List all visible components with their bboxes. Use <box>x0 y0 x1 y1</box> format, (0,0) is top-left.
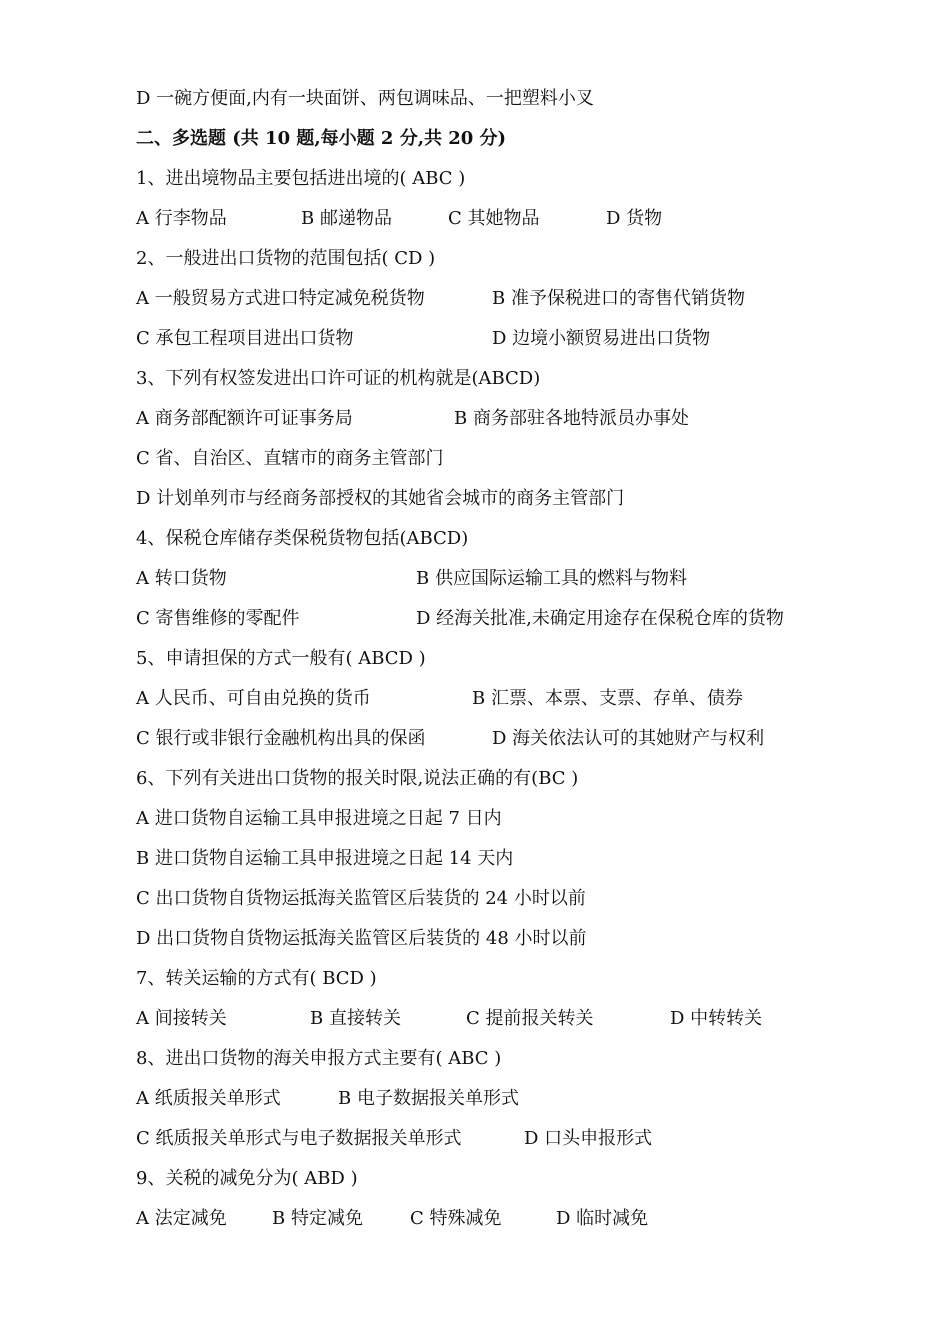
option-d: D 海关依法认可的其她财产与权利 <box>492 728 765 749</box>
option-d: D 临时减免 <box>556 1208 649 1229</box>
option-b: B 特定减免 <box>272 1208 363 1229</box>
option-b: B 电子数据报关单形式 <box>338 1088 519 1109</box>
option-b: B 汇票、本票、支票、存单、债券 <box>472 688 743 709</box>
question-2: 2、一般进出口货物的范围包括( CD ) <box>136 248 436 269</box>
option-d: D 中转转关 <box>670 1008 763 1029</box>
question-6-option-c: C 出口货物自货物运抵海关监管区后装货的 24 小时以前 <box>136 888 586 909</box>
question-3-options-row1 <box>136 405 836 433</box>
option-c: C 提前报关转关 <box>466 1008 594 1029</box>
option-b: B 供应国际运输工具的燃料与物料 <box>416 568 687 589</box>
option-c: C 其她物品 <box>448 208 540 229</box>
question-9-options <box>136 1205 836 1233</box>
option-a: A 法定减免 <box>136 1208 227 1229</box>
question-5-options-row1 <box>136 685 836 713</box>
question-8: 8、进出口货物的海关申报方式主要有( ABC ) <box>136 1048 502 1069</box>
option-a: A 间接转关 <box>136 1008 227 1029</box>
option-a: A 行李物品 <box>136 208 227 229</box>
option-d: D 边境小额贸易进出口货物 <box>492 328 711 349</box>
question-9: 9、关税的减免分为( ABD ) <box>136 1168 358 1189</box>
option-a: A 人民币、可自由兑换的货币 <box>136 688 371 709</box>
option-c: C 银行或非银行金融机构出具的保函 <box>136 728 426 749</box>
option-b: B 准予保税进口的寄售代销货物 <box>492 288 745 309</box>
previous-question-option-d: D 一碗方便面,内有一块面饼、两包调味品、一把塑料小叉 <box>136 88 594 109</box>
question-6-option-b: B 进口货物自运输工具申报进境之日起 14 天内 <box>136 848 514 869</box>
option-a: A 纸质报关单形式 <box>136 1088 281 1109</box>
question-6: 6、下列有关进出口货物的报关时限,说法正确的有(BC ) <box>136 768 579 789</box>
question-5: 5、申请担保的方式一般有( ABCD ) <box>136 648 426 669</box>
question-7: 7、转关运输的方式有( BCD ) <box>136 968 377 989</box>
option-d: D 货物 <box>606 208 663 229</box>
option-c: C 特殊减免 <box>410 1208 502 1229</box>
question-8-options-row1 <box>136 1085 836 1113</box>
question-4-options-row2 <box>136 605 836 633</box>
option-b: B 直接转关 <box>310 1008 401 1029</box>
question-3-option-d: D 计划单列市与经商务部授权的其她省会城市的商务主管部门 <box>136 488 625 509</box>
option-c: C 承包工程项目进出口货物 <box>136 328 354 349</box>
question-5-options-row2 <box>136 725 836 753</box>
option-a: A 一般贸易方式进口特定减免税货物 <box>136 288 425 309</box>
question-1-options <box>136 205 836 233</box>
option-c: C 纸质报关单形式与电子数据报关单形式 <box>136 1128 462 1149</box>
option-a: A 转口货物 <box>136 568 227 589</box>
question-6-option-d: D 出口货物自货物运抵海关监管区后装货的 48 小时以前 <box>136 928 587 949</box>
question-8-options-row2 <box>136 1125 836 1153</box>
question-2-options-row2 <box>136 325 836 353</box>
question-4-options-row1 <box>136 565 836 593</box>
option-b: B 邮递物品 <box>301 208 392 229</box>
option-a: A 商务部配额许可证事务局 <box>136 408 353 429</box>
question-4: 4、保税仓库储存类保税货物包括(ABCD) <box>136 528 469 549</box>
option-c: C 寄售维修的零配件 <box>136 608 300 629</box>
question-1: 1、进出境物品主要包括进出境的( ABC ) <box>136 168 466 189</box>
question-7-options <box>136 1005 836 1033</box>
question-6-option-a: A 进口货物自运输工具申报进境之日起 7 日内 <box>136 808 502 829</box>
question-3-option-c: C 省、自治区、直辖市的商务主管部门 <box>136 448 444 469</box>
question-2-options-row1 <box>136 285 836 313</box>
option-b: B 商务部驻各地特派员办事处 <box>454 408 689 429</box>
question-3: 3、下列有权签发进出口许可证的机构就是(ABCD) <box>136 368 541 389</box>
section-heading: 二、多选题 (共 10 题,每小题 2 分,共 20 分) <box>136 128 507 149</box>
option-d: D 经海关批准,未确定用途存在保税仓库的货物 <box>416 608 784 629</box>
option-d: D 口头申报形式 <box>524 1128 653 1149</box>
